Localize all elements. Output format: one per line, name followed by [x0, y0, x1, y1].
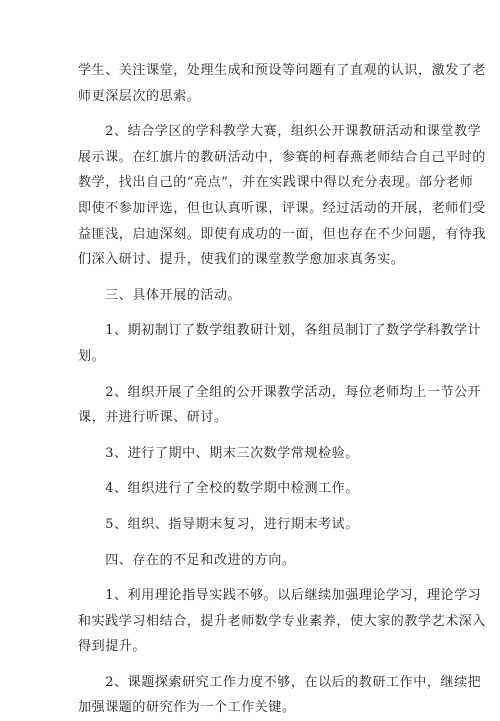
paragraph-gap [78, 660, 430, 670]
text-line: 1、期初制订了数学组教研计划，各组员制订了数学学科教学计 [78, 323, 482, 339]
text-line: 5、组织、指导期末复习，进行期末考试。 [78, 516, 359, 532]
text-line: 益匪浅，启迪深刻。即使有成功的一面，但也存在不少问题，有待我 [78, 226, 487, 242]
paragraph [78, 512, 430, 538]
document-body [78, 58, 487, 721]
text-line: 师更深层次的思索。 [78, 88, 201, 104]
text-line: 和实践学习相结合，提升老师数学专业素养，使大家的教学艺术深入 [78, 613, 487, 629]
paragraph-gap [78, 466, 430, 476]
text-line: 课，并进行听课、研讨。 [78, 410, 228, 426]
paragraph-gap [78, 538, 430, 548]
text-line: 加强课题的研究作为一个工作关键。 [78, 700, 296, 716]
paragraph-gap [78, 109, 430, 119]
text-line: 划。 [78, 348, 106, 364]
text-line: 学生、关注课堂，处理生成和预设等问题有了直观的认识，激发了老 [78, 63, 487, 78]
text-line: 三、具体开展的活动。 [78, 287, 242, 303]
paragraph-gap [78, 308, 430, 318]
text-line: 2、课题探索研究工作力度不够，在以后的教研工作中，继续把 [78, 674, 482, 690]
section-heading [78, 283, 430, 309]
text-line: 2、组织开展了全组的公开课教学活动，每位老师均上一节公开 [78, 384, 482, 400]
paragraph-gap [78, 573, 430, 583]
text-line: 展示课。在红旗片的教研活动中，参赛的柯春燕老师结合自己平时的 [78, 149, 487, 165]
paragraph [78, 58, 487, 109]
text-line: 1、利用理论指导实践不够。以后继续加强理论学习，理论学习 [78, 588, 482, 604]
paragraph-gap [78, 273, 430, 283]
text-line: 2、结合学区的学科教学大赛，组织公开课教研活动和课堂教学 [78, 124, 482, 140]
paragraph [78, 318, 482, 369]
paragraph-gap [78, 370, 430, 380]
paragraph [78, 441, 430, 467]
paragraph [78, 119, 487, 273]
text-line: 4、组织进行了全校的数学期中检测工作。 [78, 481, 359, 497]
text-line: 得到提升。 [78, 639, 147, 655]
paragraph-gap [78, 431, 430, 441]
paragraph [78, 476, 430, 502]
section-heading [78, 548, 430, 574]
paragraph [78, 380, 482, 431]
text-line: 们深入研讨、提升，使我们的课堂教学愈加求真务实。 [78, 252, 405, 268]
text-line: 四、存在的不足和改进的方向。 [78, 552, 296, 568]
paragraph [78, 670, 482, 721]
paragraph [78, 583, 487, 660]
text-line: 教学，找出自己的“亮点”，并在实践课中得以充分表现。部分老师 [78, 175, 474, 191]
text-line: 3、进行了期中、期末三次数学常规检验。 [78, 445, 359, 461]
text-line: 即使不参加评选，但也认真听课，评课。经过活动的开展，老师们受 [78, 200, 487, 216]
paragraph-gap [78, 502, 430, 512]
